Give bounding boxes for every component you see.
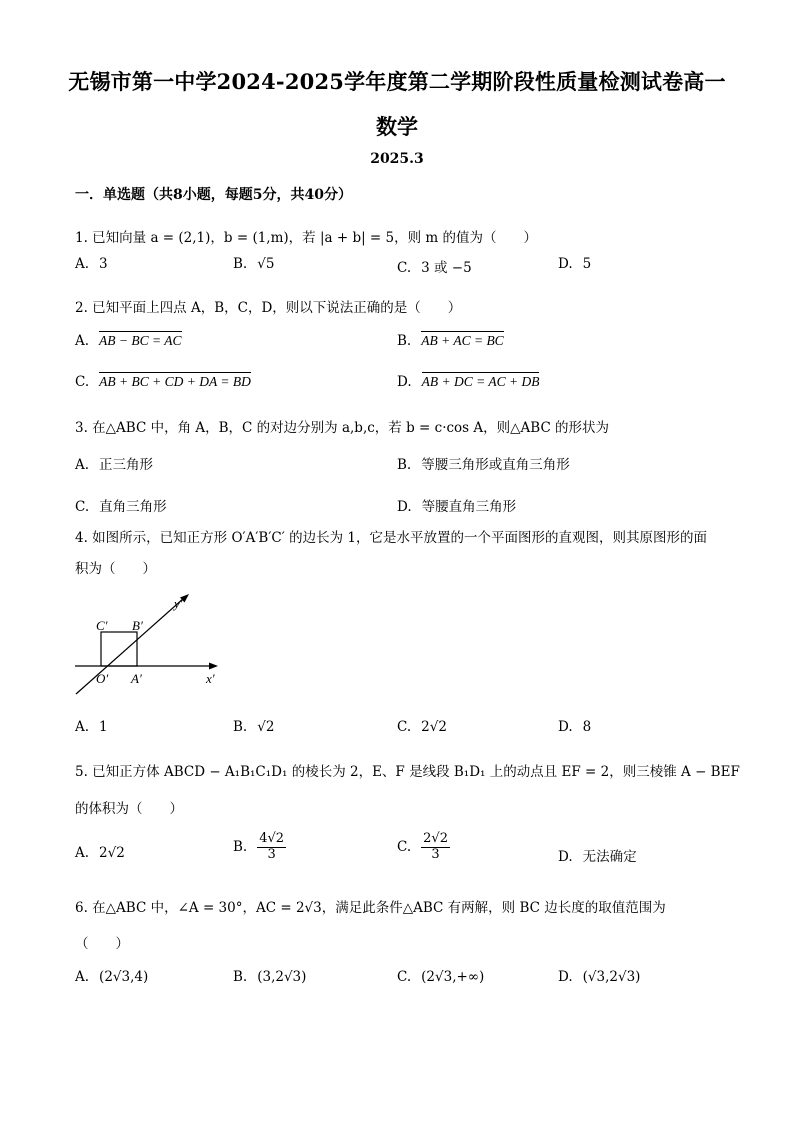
q1-option-c: C. 3 或 −5 [397, 260, 472, 276]
q4-option-b: B. √2 [233, 719, 275, 735]
q3-option-b: B. 等腰三角形或直角三角形 [397, 457, 570, 473]
q6-option-d: D. (√3,2√3) [558, 969, 641, 985]
y-axis [76, 598, 184, 694]
q2-option-d: D. AB + DC = AC + DB [397, 374, 540, 390]
label-o: O′ [96, 671, 109, 686]
question-2-stem: 2. 已知平面上四点 A，B，C，D，则以下说法正确的是（ ） [75, 300, 462, 316]
exam-title: 无锡市第一中学2024-2025学年度第二学期阶段性质量检测试卷高一 [68, 69, 726, 94]
q1-option-d: D. 5 [558, 256, 592, 272]
question-3-stem: 3. 在△ABC 中，角 A，B，C 的对边分别为 a,b,c，若 b = c·cos A，则△ABC 的形状为 [75, 420, 610, 436]
question-6-stem-line1: 6. 在△ABC 中，∠A = 30°，AC = 2√3，满足此条件△ABC 有两解，则 BC 边长度的取值范围为 [75, 900, 666, 916]
q2-option-b: B. AB + AC = BC [397, 333, 504, 349]
q6-option-b: B. (3,2√3) [233, 969, 307, 985]
label-a: A′ [131, 671, 142, 686]
q1-option-a: A. 3 [75, 256, 108, 272]
x-axis-arrow [209, 663, 218, 670]
square [101, 632, 137, 666]
question-5-stem-line2: 的体积为（ ） [75, 801, 183, 817]
q5-option-a: A. 2√2 [75, 845, 125, 861]
q4-option-c: C. 2√2 [397, 719, 447, 735]
q4-option-a: A. 1 [75, 719, 108, 735]
q3-option-a: A. 正三角形 [75, 457, 154, 473]
q2-option-c: C. AB + BC + CD + DA = BD [75, 374, 251, 390]
q5-option-c: C. $\frac{2√2}{3}$ [397, 831, 448, 862]
exam-subject: 数学 [376, 114, 418, 139]
q2-option-a: A. AB − BC = AC [75, 333, 182, 349]
question-4-stem-line1: 4. 如图所示，已知正方形 O′A′B′C′ 的边长为 1，它是水平放置的一个平面图形的直观图，则其原图形的面 [75, 530, 707, 546]
label-y: y′ [174, 596, 183, 611]
question-1-stem: 1. 已知向量 a = (2,1)，b = (1,m)，若 |a + b| = 5，则 m 的值为（ ） [75, 230, 537, 246]
label-b: B′ [132, 618, 143, 633]
q6-option-a: A. (2√3,4) [75, 969, 149, 985]
label-c: C′ [96, 618, 108, 633]
q4-figure [70, 590, 230, 700]
section-heading: 一．单选题（共8小题，每题5分，共40分） [75, 187, 352, 203]
q1-option-b: B. √5 [233, 256, 275, 272]
exam-date: 2025.3 [370, 151, 424, 167]
question-6-stem-line2: （ ） [75, 936, 129, 952]
q3-option-d: D. 等腰直角三角形 [397, 499, 517, 515]
q5-option-d: D. 无法确定 [558, 849, 637, 865]
q5-option-b: B. $\frac{4√2}{3}$ [233, 831, 285, 862]
q6-option-c: C. (2√3,+∞) [397, 969, 485, 985]
label-x: x′ [206, 671, 215, 686]
q3-option-c: C. 直角三角形 [75, 499, 167, 515]
question-4-stem-line2: 积为（ ） [75, 561, 156, 577]
q4-option-d: D. 8 [558, 719, 592, 735]
question-5-stem-line1: 5. 已知正方体 ABCD − A₁B₁C₁D₁ 的棱长为 2，E、F 是线段 B₁D₁ 上的动点且 EF = 2，则三棱锥 A − BEF [75, 764, 740, 780]
